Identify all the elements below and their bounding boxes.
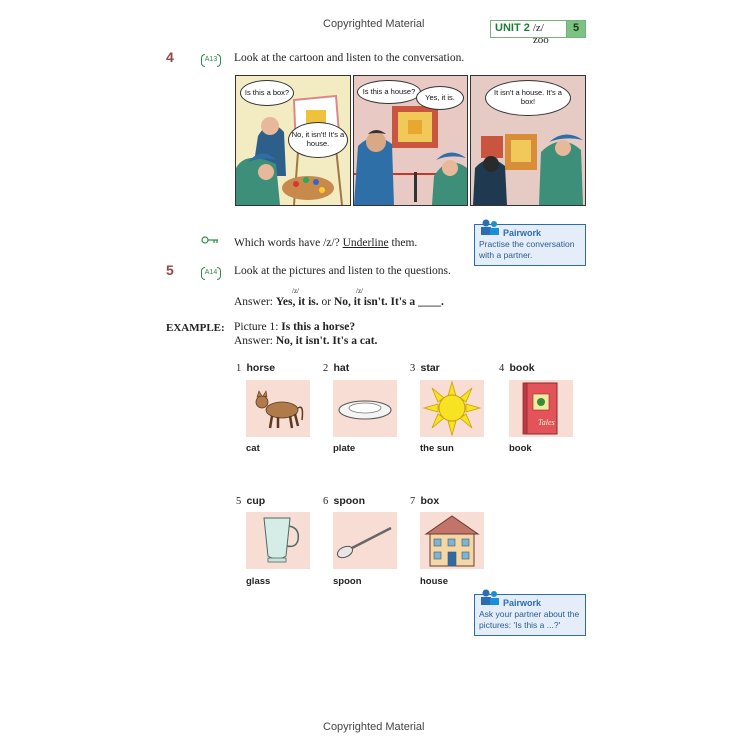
item-word: star bbox=[420, 362, 440, 374]
picture-tile-2 bbox=[333, 380, 397, 437]
item-label-2 bbox=[323, 362, 349, 374]
pairwork-people-icon bbox=[479, 219, 501, 235]
z-mark-2: /z/ bbox=[356, 287, 363, 295]
item-word: hat bbox=[333, 362, 350, 374]
question-prefix: Which words have /z/? bbox=[234, 237, 343, 249]
book-title: Tales bbox=[538, 418, 555, 427]
which-words-question bbox=[234, 237, 417, 249]
item-word: horse bbox=[246, 362, 276, 374]
picture-tile-3 bbox=[420, 380, 484, 437]
answer-2: plate bbox=[333, 443, 356, 454]
example-label: EXAMPLE: bbox=[166, 322, 225, 334]
answer-4: book bbox=[509, 443, 532, 454]
unit-sound: /z/ zoo bbox=[532, 22, 549, 46]
item-number: 5 bbox=[236, 496, 242, 507]
comic-panel-1 bbox=[235, 75, 351, 206]
sun-icon bbox=[420, 380, 484, 437]
pairwork-text: Practise the conversation with a partner. bbox=[479, 239, 575, 260]
cat-icon bbox=[246, 380, 310, 437]
key-icon bbox=[201, 236, 219, 247]
pairwork-people-icon bbox=[479, 589, 501, 605]
answer-3: the sun bbox=[420, 443, 454, 454]
speech-bubble: Is this a box? bbox=[240, 80, 294, 106]
picture-tile-6 bbox=[333, 512, 397, 569]
item-number: 4 bbox=[499, 363, 505, 374]
answer-1: cat bbox=[246, 443, 260, 454]
footer-copyright: Copyrighted Material bbox=[323, 721, 425, 733]
unit-header bbox=[490, 20, 586, 46]
question-suffix: them. bbox=[388, 237, 418, 249]
item-number: 3 bbox=[410, 363, 416, 374]
spoon-icon bbox=[333, 512, 397, 569]
answer-prefix: Answer: bbox=[234, 296, 276, 308]
pairwork-title: Pairwork bbox=[503, 228, 542, 238]
page-number: 5 bbox=[566, 21, 585, 37]
exercise-5-number: 5 bbox=[166, 262, 174, 278]
item-number: 2 bbox=[323, 363, 329, 374]
exercise-4-number: 4 bbox=[166, 49, 174, 65]
audio-track-a14[interactable]: A14 bbox=[203, 266, 219, 280]
answer-no: No, it isn't. It's a ____. bbox=[334, 296, 444, 308]
question-underline: Underline bbox=[342, 237, 389, 249]
picture-tile-5 bbox=[246, 512, 310, 569]
item-label-4 bbox=[499, 362, 535, 374]
item-label-3 bbox=[410, 362, 440, 374]
item-number: 6 bbox=[323, 496, 329, 507]
picture-tile-7 bbox=[420, 512, 484, 569]
house-icon bbox=[420, 512, 484, 569]
exercise-4-instruction: Look at the cartoon and listen to the conversation. bbox=[234, 52, 465, 64]
pairwork-text: Ask your partner about the pictures: 'Is this a ...?' bbox=[479, 609, 580, 630]
audio-track-a13[interactable]: A13 bbox=[203, 53, 219, 67]
book-icon bbox=[509, 380, 573, 437]
pairwork-box-2 bbox=[474, 594, 586, 636]
example-line-2-prefix: Answer: bbox=[234, 335, 276, 347]
item-label-7 bbox=[410, 495, 439, 507]
answer-7: house bbox=[420, 576, 448, 587]
item-label-6 bbox=[323, 495, 365, 507]
item-word: spoon bbox=[333, 495, 365, 507]
item-word: box bbox=[420, 495, 440, 507]
glass-icon bbox=[246, 512, 310, 569]
comic-panel-3 bbox=[470, 75, 586, 206]
comic-panel-2 bbox=[353, 75, 468, 206]
example-line-1-bold: Is this a horse? bbox=[281, 321, 356, 333]
example-line-2 bbox=[234, 335, 377, 347]
unit-label: UNIT 2 bbox=[495, 22, 530, 34]
pairwork-title: Pairwork bbox=[503, 598, 542, 608]
item-word: cup bbox=[246, 495, 266, 507]
speech-bubble: Yes, it is. bbox=[416, 86, 464, 110]
z-mark-1: /z/ bbox=[292, 287, 299, 295]
speech-bubble: Is this a house? bbox=[357, 80, 421, 104]
example-line-2-bold: No, it isn't. It's a cat. bbox=[275, 335, 378, 347]
exercise-5-instruction: Look at the pictures and listen to the questions. bbox=[234, 265, 451, 277]
item-label-1 bbox=[236, 362, 275, 374]
answer-5: glass bbox=[246, 576, 271, 587]
answer-or: or bbox=[318, 296, 334, 308]
item-label-5 bbox=[236, 495, 265, 507]
pairwork-box-1 bbox=[474, 224, 586, 266]
answer-6: spoon bbox=[333, 576, 362, 587]
item-number: 7 bbox=[410, 496, 416, 507]
plate-icon bbox=[333, 380, 397, 437]
item-number: 1 bbox=[236, 363, 242, 374]
picture-tile-1 bbox=[246, 380, 310, 437]
item-word: book bbox=[509, 362, 535, 374]
answer-template bbox=[234, 296, 444, 308]
answer-yes: Yes, it is. bbox=[275, 296, 319, 308]
example-line-1-prefix: Picture 1: bbox=[234, 321, 282, 333]
picture-tile-4 bbox=[509, 380, 573, 437]
header-copyright: Copyrighted Material bbox=[323, 18, 425, 30]
speech-bubble: No, it isn't! It's a house. bbox=[288, 122, 348, 158]
speech-bubble: It isn't a house. It's a box! bbox=[485, 80, 571, 116]
example-line-1 bbox=[234, 321, 355, 333]
